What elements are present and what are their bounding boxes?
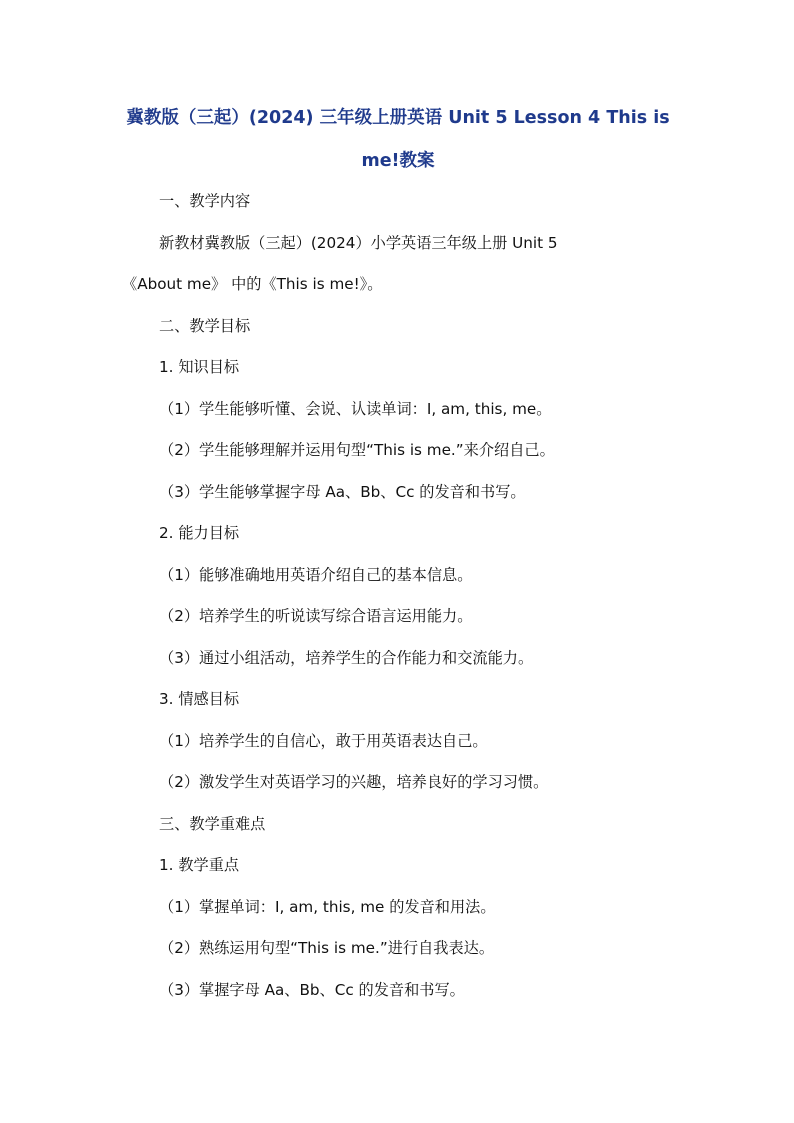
section-heading-content: 一、教学内容: [159, 192, 251, 210]
paragraph-line: 新教材冀教版（三起）(2024）小学英语三年级上册 Unit 5: [159, 234, 558, 252]
list-item: （3）通过小组活动，培养学生的合作能力和交流能力。: [159, 649, 534, 667]
list-item: （1）学生能够听懂、会说、认读单词：I, am, this, me。: [159, 400, 552, 418]
section-heading-key-points: 三、教学重难点: [159, 815, 266, 833]
list-item: （2）熟练运用句型“This is me.”进行自我表达。: [159, 939, 495, 957]
list-item: （3）学生能够掌握字母 Aa、Bb、Cc 的发音和书写。: [159, 483, 526, 501]
subheading-knowledge: 1. 知识目标: [159, 358, 240, 376]
subheading-teaching-focus: 1. 教学重点: [159, 856, 240, 874]
document-title-line-2: me!教案: [361, 151, 435, 171]
subheading-ability: 2. 能力目标: [159, 524, 240, 542]
document-title-line-1: 冀教版（三起）(2024) 三年级上册英语 Unit 5 Lesson 4 This is: [126, 108, 670, 128]
list-item: （2）培养学生的听说读写综合语言运用能力。: [159, 607, 473, 625]
list-item: （2）激发学生对英语学习的兴趣，培养良好的学习习惯。: [159, 773, 549, 791]
list-item: （3）掌握字母 Aa、Bb、Cc 的发音和书写。: [159, 981, 465, 999]
list-item: （1）掌握单词：I, am, this, me 的发音和用法。: [159, 898, 496, 916]
list-item: （1）能够准确地用英语介绍自己的基本信息。: [159, 566, 473, 584]
list-item: （1）培养学生的自信心，敢于用英语表达自己。: [159, 732, 488, 750]
list-item: （2）学生能够理解并运用句型“This is me.”来介绍自己。: [159, 441, 555, 459]
section-heading-objectives: 二、教学目标: [159, 317, 251, 335]
paragraph-line: 《About me》 中的《This is me!》。: [122, 275, 383, 293]
subheading-emotion: 3. 情感目标: [159, 690, 240, 708]
